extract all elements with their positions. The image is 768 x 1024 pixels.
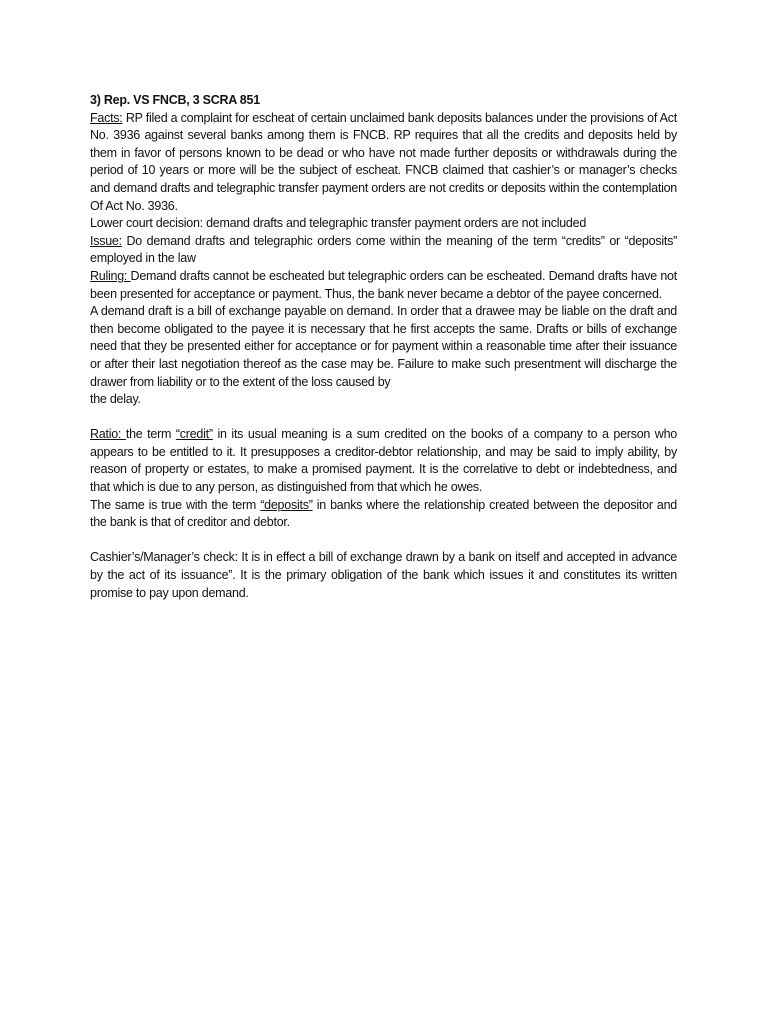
issue-paragraph xyxy=(90,233,677,268)
deposits-term: “deposits” xyxy=(260,497,313,512)
document-page xyxy=(90,92,677,602)
paragraph-gap xyxy=(90,532,677,550)
ruling-label: Ruling: xyxy=(90,268,131,283)
deposits-paragraph xyxy=(90,497,677,532)
deposits-text: in banks where the relationship created between the depositor and the bank is that of creditor and debtor. xyxy=(90,497,677,530)
ratio-text: in its usual meaning is a sum credited on the books of a company to a person who appears to be entitled to it. It presupposes a creditor-debtor relationship, and may be said to imply ability, by reason of property or estates, to make a promised payment. It is the correlative to debt or indebtedness, and that which is due to any person, as distinguished from that which he owes. xyxy=(90,427,677,495)
ratio-pre: the term xyxy=(125,427,176,442)
issue-text: Do demand drafts and telegraphic orders come within the meaning of the term “credits” or “deposits” employed in the law xyxy=(90,233,677,266)
lower-court-paragraph: Lower court decision: demand drafts and telegraphic transfer payment orders are not included xyxy=(90,216,587,231)
ratio-term-credit: “credit” xyxy=(175,427,213,442)
the-delay-line: the delay. xyxy=(90,392,141,407)
paragraph-gap xyxy=(90,409,677,427)
facts-paragraph xyxy=(90,110,677,216)
cashiers-check-paragraph: Cashier’s/Manager’s check: It is in effect a bill of exchange drawn by a bank on itself and accepted in advance by the act of its issuance”. It is the primary obligation of the bank which issues it and constitutes its written promise to pay upon demand. xyxy=(90,550,677,600)
deposits-pre: The same is true with the term xyxy=(90,497,261,512)
demand-draft-paragraph: A demand draft is a bill of exchange payable on demand. In order that a drawee may be liable on the draft and then become obligated to the payee it is necessary that he first accepts the same. Drafts or bills of exchange need that they be presented either for acceptance or for payment within a reasonable time after their issuance or after their last negotiation thereof as the case may be. Failure to make such presentment will discharge the drawer from liability or to the extent of the loss caused by xyxy=(90,304,677,389)
facts-text: RP filed a complaint for escheat of certain unclaimed bank deposits balances under the provisions of Act No. 3936 against several banks among them is FNCB. RP requires that all the credits and deposits held by them in favor of persons known to be dead or who have not made further deposits or withdrawals during the period of 10 years or more will be the subject of escheat. FNCB claimed that cashier’s or manager’s checks and demand drafts and telegraphic transfer payment orders are not credits or deposits within the contemplation Of Act No. 3936. xyxy=(90,110,677,213)
case-heading: 3) Rep. VS FNCB, 3 SCRA 851 xyxy=(90,93,260,107)
facts-label: Facts: xyxy=(90,110,123,125)
ruling-paragraph xyxy=(90,268,677,303)
ratio-paragraph xyxy=(90,426,677,496)
issue-label: Issue: xyxy=(90,233,122,248)
ratio-label: Ratio: xyxy=(90,427,126,442)
ruling-text: Demand drafts cannot be escheated but telegraphic orders can be escheated. Demand drafts have not been presented for acceptance or payment. Thus, the bank never became a debtor of the payee concerned. xyxy=(90,268,677,301)
